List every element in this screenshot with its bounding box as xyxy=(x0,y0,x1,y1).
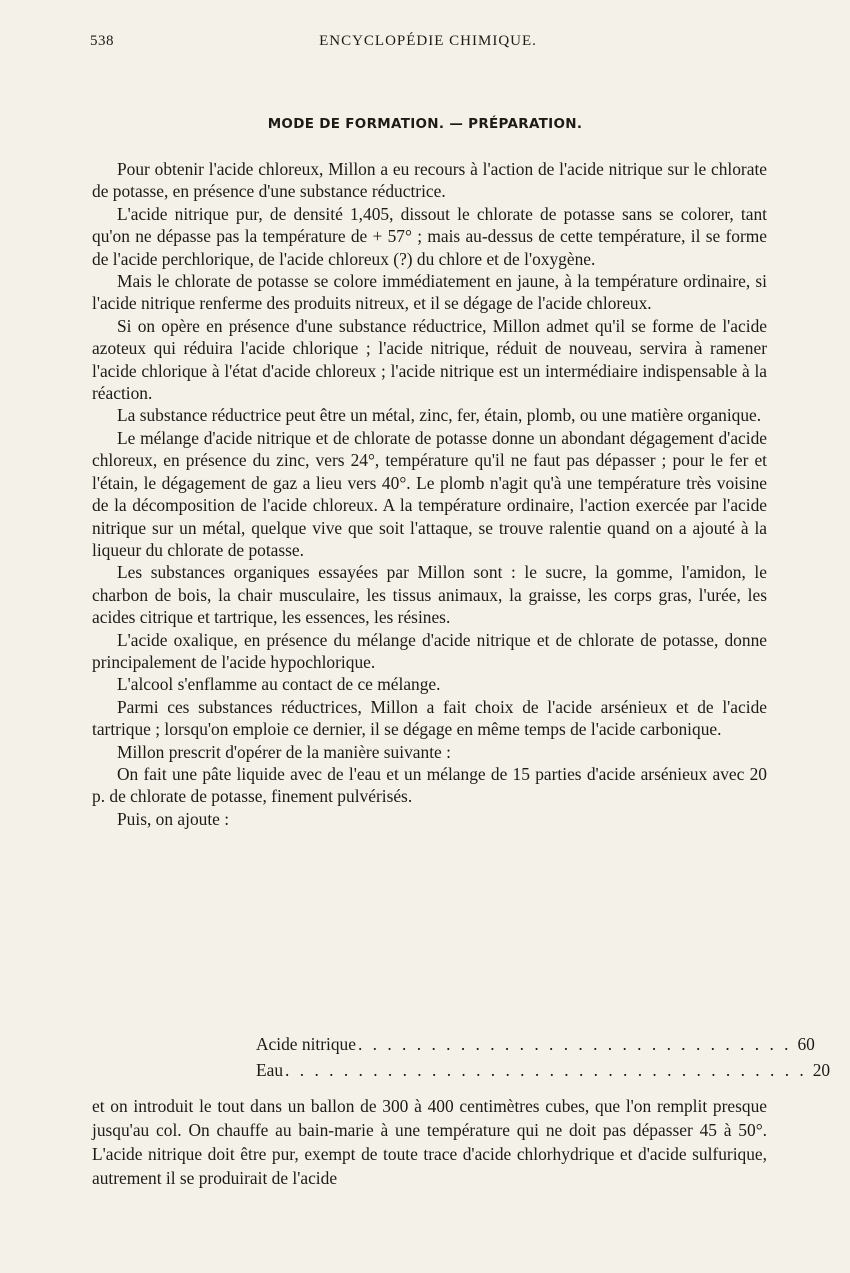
paragraph: et on introduit le tout dans un ballon de 300 à 400 centimètres cubes, que l'on remplit presque jusqu'au col. On chauffe au bain-marie à une température qui ne doit pas dépasser 45 à 50°. L'acide nitrique doit être pur, exempt de toute trace d'acide chlorhydrique et d'acide sulfurique, autrement il se produirait de l'acide xyxy=(92,1096,767,1188)
paragraph: L'alcool s'enflamme au contact de ce mélange. xyxy=(117,674,441,695)
closing-text xyxy=(92,1094,767,1190)
paragraph: On fait une pâte liquide avec de l'eau et un mélange de 15 parties d'acide arsénieux avec 20 p. de chlorate de potasse, finement pulvérisés. xyxy=(92,763,767,807)
recipe-row xyxy=(256,1059,831,1085)
section-title: MODE DE FORMATION. — PRÉPARATION. xyxy=(267,116,583,132)
paragraph: Les substances organiques essayées par Millon sont : le sucre, la gomme, l'amidon, le charbon de bois, la chair musculaire, les tissus animaux, la graisse, les corps gras, l'urée, les acides citrique et tartrique, les essences, les résines. xyxy=(92,562,767,628)
recipe-quantity: 20 xyxy=(812,1060,831,1080)
paragraph: Pour obtenir l'acide chloreux, Millon a eu recours à l'action de l'acide nitrique sur le chlorate de potasse, en présence d'une substance réductrice. xyxy=(92,159,767,202)
paragraph: Parmi ces substances réductrices, Millon a fait choix de l'acide arsénieux et de l'acide tartrique ; lorsqu'on emploie ce dernier, il se dégage en même temps de l'acide carbonique. xyxy=(92,696,767,740)
paragraph: L'acide nitrique pur, de densité 1,405, dissout le chlorate de potasse sans se colorer, tant qu'on ne dépasse pas la température de + 57° ; mais au-dessus de cette température, il se forme de l'acide perchlorique, de l'acide chloreux (?) du chlore et de l'oxygène. xyxy=(92,203,767,269)
paragraph: L'acide oxalique, en présence du mélange d'acide nitrique et de chlorate de potasse, donne principalement de l'acide hypochlorique. xyxy=(92,629,767,672)
page-number: 538 xyxy=(90,33,114,49)
leader-dots: . . . . . . . . . . . . . . . . . . . . . . . . . . . . . . . . . . . . xyxy=(285,1060,807,1080)
running-head: ENCYCLOPÉDIE CHIMIQUE. xyxy=(319,33,537,49)
recipe-table xyxy=(256,1033,831,1085)
paragraph: Si on opère en présence d'une substance réductrice, Millon admet qu'il se forme de l'acide azoteux qui réduira l'acide chlorique ; l'acide nitrique, réduit de nouveau, servira à ramener l'acide chlorique à l'état d'acide chloreux ; l'acide nitrique est un intermédiaire indispensable à la réaction. xyxy=(92,315,767,404)
recipe-ingredient: Eau xyxy=(256,1060,284,1080)
paragraph: Mais le chlorate de potasse se colore immédiatement en jaune, à la température ordinaire, si l'acide nitrique renferme des produits nitreux, et il se dégage de l'acide chloreux. xyxy=(92,271,767,314)
recipe-row xyxy=(256,1033,815,1059)
body-text xyxy=(92,158,767,830)
paragraph: Le mélange d'acide nitrique et de chlorate de potasse donne un abondant dégagement d'acide chloreux, en présence du zinc, vers 24°, température qu'il ne faut pas dépasser ; pour le fer et l'étain, le dégagement de gaz a lieu vers 40°. Le plomb n'agit qu'à une température très voisine de la décomposition de l'acide chloreux. A la température ordinaire, l'action exercée par l'acide nitrique sur un métal, quelque vive que soit l'attaque, se trouve ralentie quand on a ajouté à la liqueur du chlorate de potasse. xyxy=(92,427,767,560)
paragraph: La substance réductrice peut être un métal, zinc, fer, étain, plomb, ou une matière organique. xyxy=(117,405,762,426)
paragraph: Puis, on ajoute : xyxy=(117,808,230,829)
page-header xyxy=(90,33,766,57)
paragraph: Millon prescrit d'opérer de la manière suivante : xyxy=(117,741,451,762)
recipe-ingredient: Acide nitrique xyxy=(256,1034,356,1054)
recipe-quantity: 60 xyxy=(797,1034,815,1054)
leader-dots: . . . . . . . . . . . . . . . . . . . . . . . . . . . . . . xyxy=(357,1034,792,1054)
